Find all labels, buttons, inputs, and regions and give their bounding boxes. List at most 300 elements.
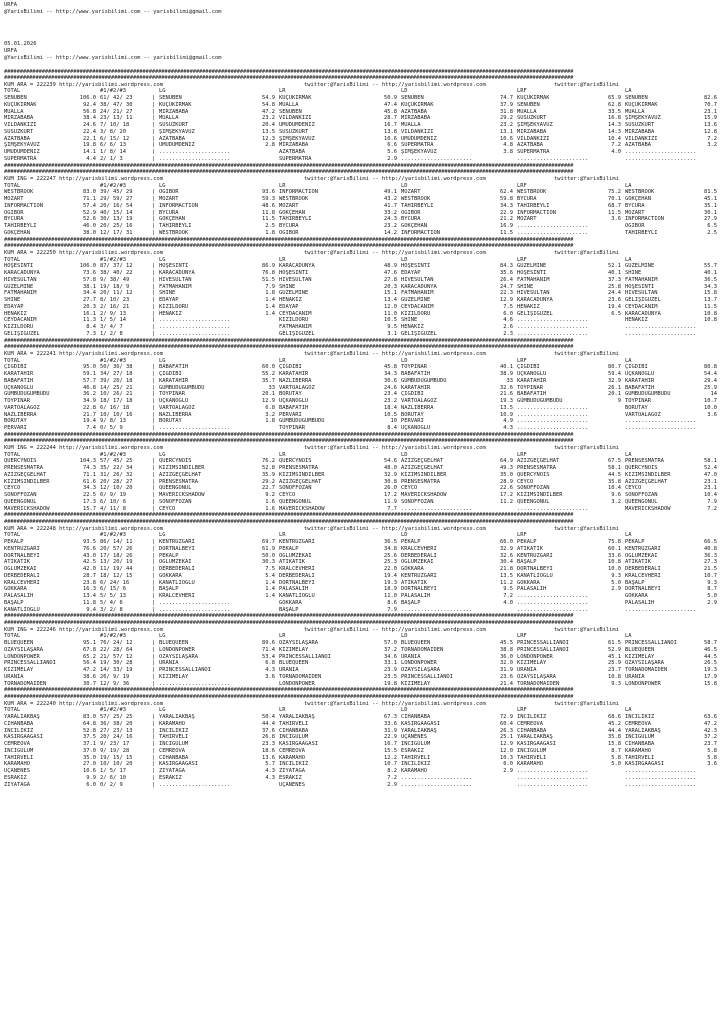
lr-value: 36.5 (384, 539, 397, 546)
total-score: 37.0 (83, 747, 96, 754)
col-header-places: #1/#2/#3 (100, 256, 126, 263)
lr-name: HENAKIZ (279, 297, 302, 304)
horse-name: CİHANBABA (4, 720, 34, 727)
la-value: 2.9 (707, 599, 717, 606)
lg-value (251, 149, 279, 156)
lr-value: 67.3 (384, 714, 397, 721)
places: 2/ 16/ 21 (100, 303, 130, 310)
ld-name: BABAFATİH (401, 371, 431, 378)
total-score: 38.1 (83, 283, 96, 290)
table-row (4, 714, 725, 721)
la-name: ...................... (625, 324, 697, 331)
ld-name: HIVESULTAN (401, 276, 434, 283)
total-score: 57.7 (83, 377, 96, 384)
lr-name: CEYCO (279, 492, 296, 499)
separator: | (152, 290, 156, 297)
horse-name: ZİYATAĞA (4, 781, 30, 788)
ld-name: ...................... (401, 774, 473, 781)
ld-value: 32.6 (500, 384, 513, 391)
horse-name: QUERCYNOIS (4, 458, 37, 465)
la-value: 15.9 (704, 115, 717, 122)
col-header-places: #1/#2/#3 (100, 532, 126, 539)
lg-value: 53.4 (262, 653, 275, 660)
lg-value (251, 425, 279, 432)
table-row (4, 149, 725, 156)
lg-name: YARALIAKBAŞ (159, 714, 195, 721)
la-name: KRALCEVHERİ (625, 572, 661, 579)
table-row (4, 196, 725, 203)
lg-name: ...................... (159, 155, 231, 162)
lr-name: LONDONPOWER (279, 680, 315, 687)
lrf-value: 10.4 (608, 485, 621, 492)
lrf-value (601, 506, 625, 513)
lr-name: BLUEQUEEN (279, 660, 309, 667)
total-score: 35.0 (83, 754, 96, 761)
places: 30/ 13/ 19 (100, 216, 133, 223)
la-name: HENAKIZ (625, 317, 648, 324)
lg-value: 22.7 (262, 485, 275, 492)
lrf-value: 75.8 (608, 539, 621, 546)
col-header-sep (152, 532, 159, 539)
total-score: 42.0 (83, 566, 96, 573)
ld-name: NAZLIBERRA (401, 404, 434, 411)
lg-name: CEMREOVA (159, 747, 185, 754)
lr-name: MUALLA (279, 101, 299, 108)
lr-name: CİHANBABA (279, 727, 309, 734)
lr-name: WESTBROOK (279, 196, 309, 203)
separator: | (152, 741, 156, 748)
lg-value: 5.4 (265, 572, 275, 579)
separator: | (152, 122, 156, 129)
lg-value: 69.7 (262, 539, 275, 546)
horse-name: GÜZELMİNE (4, 283, 34, 290)
table-row (4, 203, 725, 210)
horse-name: BLUEQUEEN (4, 640, 34, 647)
total-score: 46.0 (83, 223, 96, 230)
table-row (4, 95, 725, 102)
total-score: 34.4 (83, 290, 96, 297)
places: 21/ 57/ 12 (100, 653, 133, 660)
lr-name: MOZART (279, 202, 299, 209)
lr-name: SÜPERMATRA (279, 155, 312, 162)
ld-name: VİLDANKIZI (401, 128, 434, 135)
horse-name: SUSUZKURT (4, 128, 34, 135)
total-score: 93.5 (83, 539, 96, 546)
table-row (4, 600, 725, 607)
lg-value: 1.6 (265, 498, 275, 505)
lrf-name: KIZIMELAY (517, 660, 547, 667)
lrf-name: İNCİGÜLÜM (517, 747, 547, 754)
horse-name: PRENSESMATRA (4, 465, 43, 472)
ld-value: 13.5 (500, 572, 513, 579)
lg-name: KASIRGAAĞASI (159, 761, 198, 768)
places: 6/ 9/ 19 (100, 492, 126, 499)
total-score: 9.9 (86, 774, 96, 781)
la-name: WESTBROOK (625, 189, 655, 196)
la-name: TAHİRVELİ (625, 754, 655, 761)
lrf-name: VİLDANKIZI (517, 135, 550, 142)
horse-name: KIZIMELAY (4, 667, 34, 674)
lg-name: GÖKKARA (159, 572, 182, 579)
lrf-value: 52.1 (608, 263, 621, 270)
ld-name: BÖRÜTAY (401, 411, 424, 418)
lr-name: TORNADOMAIDEN (279, 673, 322, 680)
separator: | (152, 384, 156, 391)
horse-name: HOŞESİNTİ (4, 263, 34, 270)
table-row (4, 761, 725, 768)
la-name: CEYCO (625, 485, 642, 492)
lrf-value: 10.0 (608, 566, 621, 573)
la-value: 40.8 (704, 545, 717, 552)
table-row (4, 223, 725, 230)
horse-name: BÖRÜTAY (4, 418, 27, 425)
separator: | (152, 458, 156, 465)
lr-value: 10.5 (384, 411, 397, 418)
ld-name: BYCURA (401, 216, 421, 223)
la-name: ATİKATİK (625, 559, 651, 566)
header-date: 05.01.2026 (4, 41, 37, 48)
lg-value: 76.2 (262, 458, 275, 465)
lg-name: EDAYAP (159, 297, 179, 304)
lrf-name: ...................... (517, 599, 589, 606)
col-header-spacer (699, 358, 717, 365)
horse-name: NAZLIBERRA (4, 411, 37, 418)
lrf-value (601, 775, 625, 782)
lg-value: 3.6 (265, 673, 275, 680)
total-score: 38.6 (83, 673, 96, 680)
horse-name: TORNADOMAIDEN (4, 680, 47, 687)
table-row (4, 418, 725, 425)
col-header-ld: LD (401, 256, 408, 263)
lg-name: OGİBOR (159, 189, 179, 196)
lrf-name: QUEENGÖNÜL (517, 498, 550, 505)
lrf-name: HIVESULTAN (517, 290, 550, 297)
table-row (4, 647, 725, 654)
lrf-name: TAHİRVELİ (517, 754, 547, 761)
la-value: 58.7 (704, 640, 717, 647)
lr-value: 2.9 (387, 781, 397, 788)
la-name: TORNADOMAIDEN (625, 667, 668, 674)
ld-value: 22.9 (500, 209, 513, 216)
col-header-spacer (601, 707, 625, 714)
separator: | (152, 135, 156, 142)
table-row (4, 189, 725, 196)
ld-value (489, 156, 517, 163)
col-header-lr: LR (279, 182, 286, 189)
race-section (4, 512, 725, 613)
separator: | (152, 95, 156, 102)
ld-name: KENTRÜZGARI (401, 572, 437, 579)
divider-line: ##################################################################################################################################################################################### (4, 613, 574, 620)
la-name: KIZIMSINDİLBER (625, 471, 671, 478)
ld-value: 60.4 (500, 720, 513, 727)
lr-value: 30.6 (384, 377, 397, 384)
col-header-spacer (66, 633, 100, 640)
lrf-value: 26.1 (608, 384, 621, 391)
places: 57/ 45/ 25 (100, 458, 133, 465)
separator: | (152, 276, 156, 283)
lrf-value: 44.4 (608, 727, 621, 734)
col-header-spacer (66, 452, 100, 459)
lg-value: 6.8 (265, 660, 275, 667)
places: 9/ 19/ 28 (100, 747, 130, 754)
la-value: 7.2 (707, 135, 717, 142)
col-header-spacer (371, 707, 401, 714)
lg-value: 13.5 (262, 128, 275, 135)
lg-value: 1.4 (265, 579, 275, 586)
col-header-lrf: LRF (517, 707, 527, 714)
lrf-name: KARATAHİR (517, 377, 547, 384)
race-twitter: twitter:@YarisBilimi -- http://yarisbilimi.wordpress.com (304, 700, 486, 707)
lrf-value: 70.1 (608, 196, 621, 203)
la-name: MOZART (625, 209, 645, 216)
horse-name: URANIA (4, 673, 24, 680)
places: 12/ 17/ 31 (100, 229, 133, 236)
total-score: 52.6 (83, 216, 96, 223)
ld-value: 22.3 (500, 290, 513, 297)
la-value (699, 607, 717, 614)
lg-value: 93.6 (262, 189, 275, 196)
col-header-places: #1/#2/#3 (100, 357, 126, 364)
la-value: 23.1 (704, 478, 717, 485)
lg-name: ...................... (159, 317, 231, 324)
lg-value (251, 782, 279, 789)
lrf-name: BABAFATİH (517, 391, 547, 398)
separator: | (152, 465, 156, 472)
la-value: 2.5 (707, 229, 717, 236)
lr-name: GELİŞİGÜZEL (279, 330, 315, 337)
total-score: 17.3 (83, 498, 96, 505)
horse-name: GÜMBÜDÜGÜMBÜDÜ (4, 391, 50, 398)
col-header-spacer (489, 358, 517, 365)
ld-value: 36.0 (500, 653, 513, 660)
ld-value: 37.9 (500, 101, 513, 108)
la-value: 10.8 (704, 317, 717, 324)
separator: | (152, 545, 156, 552)
horse-name: KARACADÜNYA (4, 270, 40, 277)
ld-value: 84.3 (500, 263, 513, 270)
total-score: 83.0 (83, 714, 96, 721)
lr-value: 20.3 (384, 283, 397, 290)
total-score: 43.0 (83, 552, 96, 559)
lg-name: KARATAHİR (159, 377, 189, 384)
col-header-spacer (251, 358, 279, 365)
table-row (4, 734, 725, 741)
horse-name: PERVARİ (4, 425, 27, 432)
lr-name: BÖRÜTAY (279, 391, 302, 398)
lrf-value: 68.7 (608, 202, 621, 209)
divider-line: ##################################################################################################################################################################################### (4, 519, 574, 526)
race-twitter-2: twitter:@YarisBilimi (554, 249, 619, 256)
lrf-value: 33.5 (608, 108, 621, 115)
total-score: 67.8 (83, 646, 96, 653)
la-name: İNCİGÜLÜM (625, 734, 655, 741)
col-header-spacer (371, 358, 401, 365)
ld-name: URANIA (401, 653, 421, 660)
separator: | (152, 128, 156, 135)
la-name: PRINCESSALLIANOI (625, 640, 677, 647)
la-value: 10.7 (704, 572, 717, 579)
places: 39/ 20/ 18 (100, 377, 133, 384)
la-value (699, 425, 717, 432)
la-value: 14 (710, 391, 717, 398)
separator: | (152, 680, 156, 687)
total-score: 7.3 (86, 330, 96, 337)
col-header-spacer (699, 532, 717, 539)
total-score: 14.1 (83, 149, 96, 156)
ld-value: 49.3 (500, 465, 513, 472)
ld-name: ...................... (401, 155, 473, 162)
race-title: KUM ARA = 222250 http://yarisbilimi.wordpress.com (4, 249, 164, 256)
lrf-value: 9.6 (611, 492, 621, 499)
total-score: 7.4 (86, 425, 96, 432)
la-name: DÖRTNALBEYİ (625, 586, 661, 593)
ld-name: PALASALİH (401, 593, 431, 600)
lr-name: KÜÇÜKIRMAK (279, 95, 312, 102)
lr-name: KANATLIOĞLU (279, 593, 315, 600)
total-score: 95.0 (83, 364, 96, 371)
lr-name: TOYPINAR (279, 425, 305, 432)
la-name: PRENSESMATRA (625, 458, 664, 465)
lrf-name: ÇİĞDİBİ (517, 364, 540, 371)
lr-value: 57.0 (384, 640, 397, 647)
column-header-row (4, 532, 725, 539)
ld-name: İNCİLİKIZ (401, 761, 431, 768)
places: 20/ 28/ 27 (100, 478, 133, 485)
lr-value: 8.4 (387, 425, 397, 432)
separator: | (152, 714, 156, 721)
separator: | (152, 754, 156, 761)
lg-name: MUALLA (159, 115, 179, 122)
separator: | (152, 734, 156, 741)
places: 11/ 19/ 44 (100, 566, 133, 573)
horse-name: VARTOALAGÖZ (4, 404, 40, 411)
lrf-value: 7.2 (611, 142, 621, 149)
lrf-value (601, 230, 625, 237)
col-header-spacer (66, 183, 100, 190)
race-twitter-2: twitter:@YarisBilimi (554, 81, 619, 88)
lrf-value: 33.6 (608, 552, 621, 559)
lrf-name: WESTBROOK (517, 189, 547, 196)
lr-value: 18.9 (384, 586, 397, 593)
col-header-spacer (371, 88, 401, 95)
places: 9/ 38/ 49 (100, 276, 130, 283)
la-value: 35.1 (704, 202, 717, 209)
ld-value: 32.9 (500, 545, 513, 552)
ld-name: KIZIMELAY (401, 680, 431, 687)
table-row (4, 499, 725, 506)
separator: | (152, 101, 156, 108)
ld-name: INFORMACTION (401, 229, 440, 236)
race-title: KUM ARA = 222239 http://yarisbilimi.wordpress.com (4, 81, 164, 88)
ld-value: 33 (506, 377, 513, 384)
horse-name: KASIRGAAĞASI (4, 734, 43, 741)
total-score: 71.1 (83, 471, 96, 478)
table-row (4, 412, 725, 419)
la-name: KÜÇÜKIRMAK (625, 101, 658, 108)
total-score: 52.8 (83, 727, 96, 734)
ld-name: KARATAHİR (401, 384, 431, 391)
separator: | (152, 223, 156, 230)
la-value: 10.4 (704, 492, 717, 499)
lrf-value (601, 607, 625, 614)
total-score: 71.1 (83, 196, 96, 203)
col-header-spacer (251, 257, 279, 264)
la-value: 55.7 (704, 263, 717, 270)
col-header-lrf: LRF (517, 182, 527, 189)
total-score: 15.7 (83, 505, 96, 512)
lg-value: 71.4 (262, 646, 275, 653)
lr-value: 23.2 (384, 223, 397, 230)
race-twitter: twitter:@YarisBilimi -- http://yarisbilimi.wordpress.com (304, 81, 486, 88)
ld-value: 16.9 (500, 223, 513, 230)
lrf-name: TORNADOMAIDEN (517, 680, 560, 687)
col-header-lrf: LRF (517, 532, 527, 539)
header-city: URFA (4, 2, 17, 8)
col-header-la: LA (625, 182, 632, 189)
places: 2/ 1/ 3 (100, 155, 123, 162)
la-name: QUEENGÖNÜL (625, 498, 658, 505)
lrf-name: GÜMBÜDÜGÜMBÜDÜ (517, 398, 563, 405)
total-score: 61.6 (83, 478, 96, 485)
header-contact-2: @YarisBilimi -- http://www.yarisbilimi.com -- yarisbilimi@gmail.com (4, 54, 222, 61)
lg-value: 4.3 (265, 774, 275, 781)
col-header-spacer (601, 358, 625, 365)
race-section (4, 432, 725, 513)
places: 18/ 12/ 15 (100, 572, 133, 579)
total-score: 10.6 (83, 768, 96, 775)
la-name: GELİŞİGÜZEL (625, 297, 661, 304)
lr-value: 48.0 (384, 465, 397, 472)
la-value: 15.8 (704, 680, 717, 687)
race-title: KUM ING = 222244 http://yarisbilimi.wordpress.com (4, 444, 164, 451)
places: 0/ 2/ 9 (100, 781, 123, 788)
horse-name: MAVERICKSHADOW (4, 505, 50, 512)
la-value: 82.6 (704, 95, 717, 102)
lr-value: 27.8 (384, 276, 397, 283)
col-header-spacer (601, 633, 625, 640)
total-score: 65.2 (83, 653, 96, 660)
lg-value: 30.3 (262, 559, 275, 566)
lr-name: SUSUZKURT (279, 128, 309, 135)
separator: | (152, 593, 156, 600)
lrf-name: ŞİMŞEKYAVUZ (517, 122, 553, 129)
table-row (4, 122, 725, 129)
horse-name: ŞİMŞEKYAVUZ (4, 142, 40, 149)
lg-name: BLUEQUEEN (159, 640, 189, 647)
places: 57/ 25/ 25 (100, 714, 133, 721)
lg-value: 7.9 (265, 283, 275, 290)
lr-value: 5.6 (387, 149, 397, 156)
la-value (699, 418, 717, 425)
lr-name: PALASALİH (279, 586, 309, 593)
horse-name: PRINCESSALLIANOI (4, 660, 56, 667)
places: 6/ 24/ 16 (100, 579, 130, 586)
ld-name: ŞİMŞEKYAVUZ (401, 149, 437, 156)
horse-name: YARALIAKBAŞ (4, 714, 40, 721)
lr-name: OĞLUMZEKAİ (279, 552, 312, 559)
ld-name: DÖRTNALBEYİ (401, 586, 437, 593)
total-score: 57.8 (83, 276, 96, 283)
race-title: KUM ING = 222246 http://yarisbilimi.wordpress.com (4, 626, 164, 633)
ld-name: ÇİĞDİBİ (401, 391, 424, 398)
lr-value: 45.8 (384, 108, 397, 115)
table-row (4, 640, 725, 647)
lg-name: BÖRÜTAY (159, 418, 182, 425)
ld-name: ÖZAYSILAŞARA (401, 667, 440, 674)
col-header-spacer (371, 633, 401, 640)
ld-value: 6.0 (503, 761, 513, 768)
